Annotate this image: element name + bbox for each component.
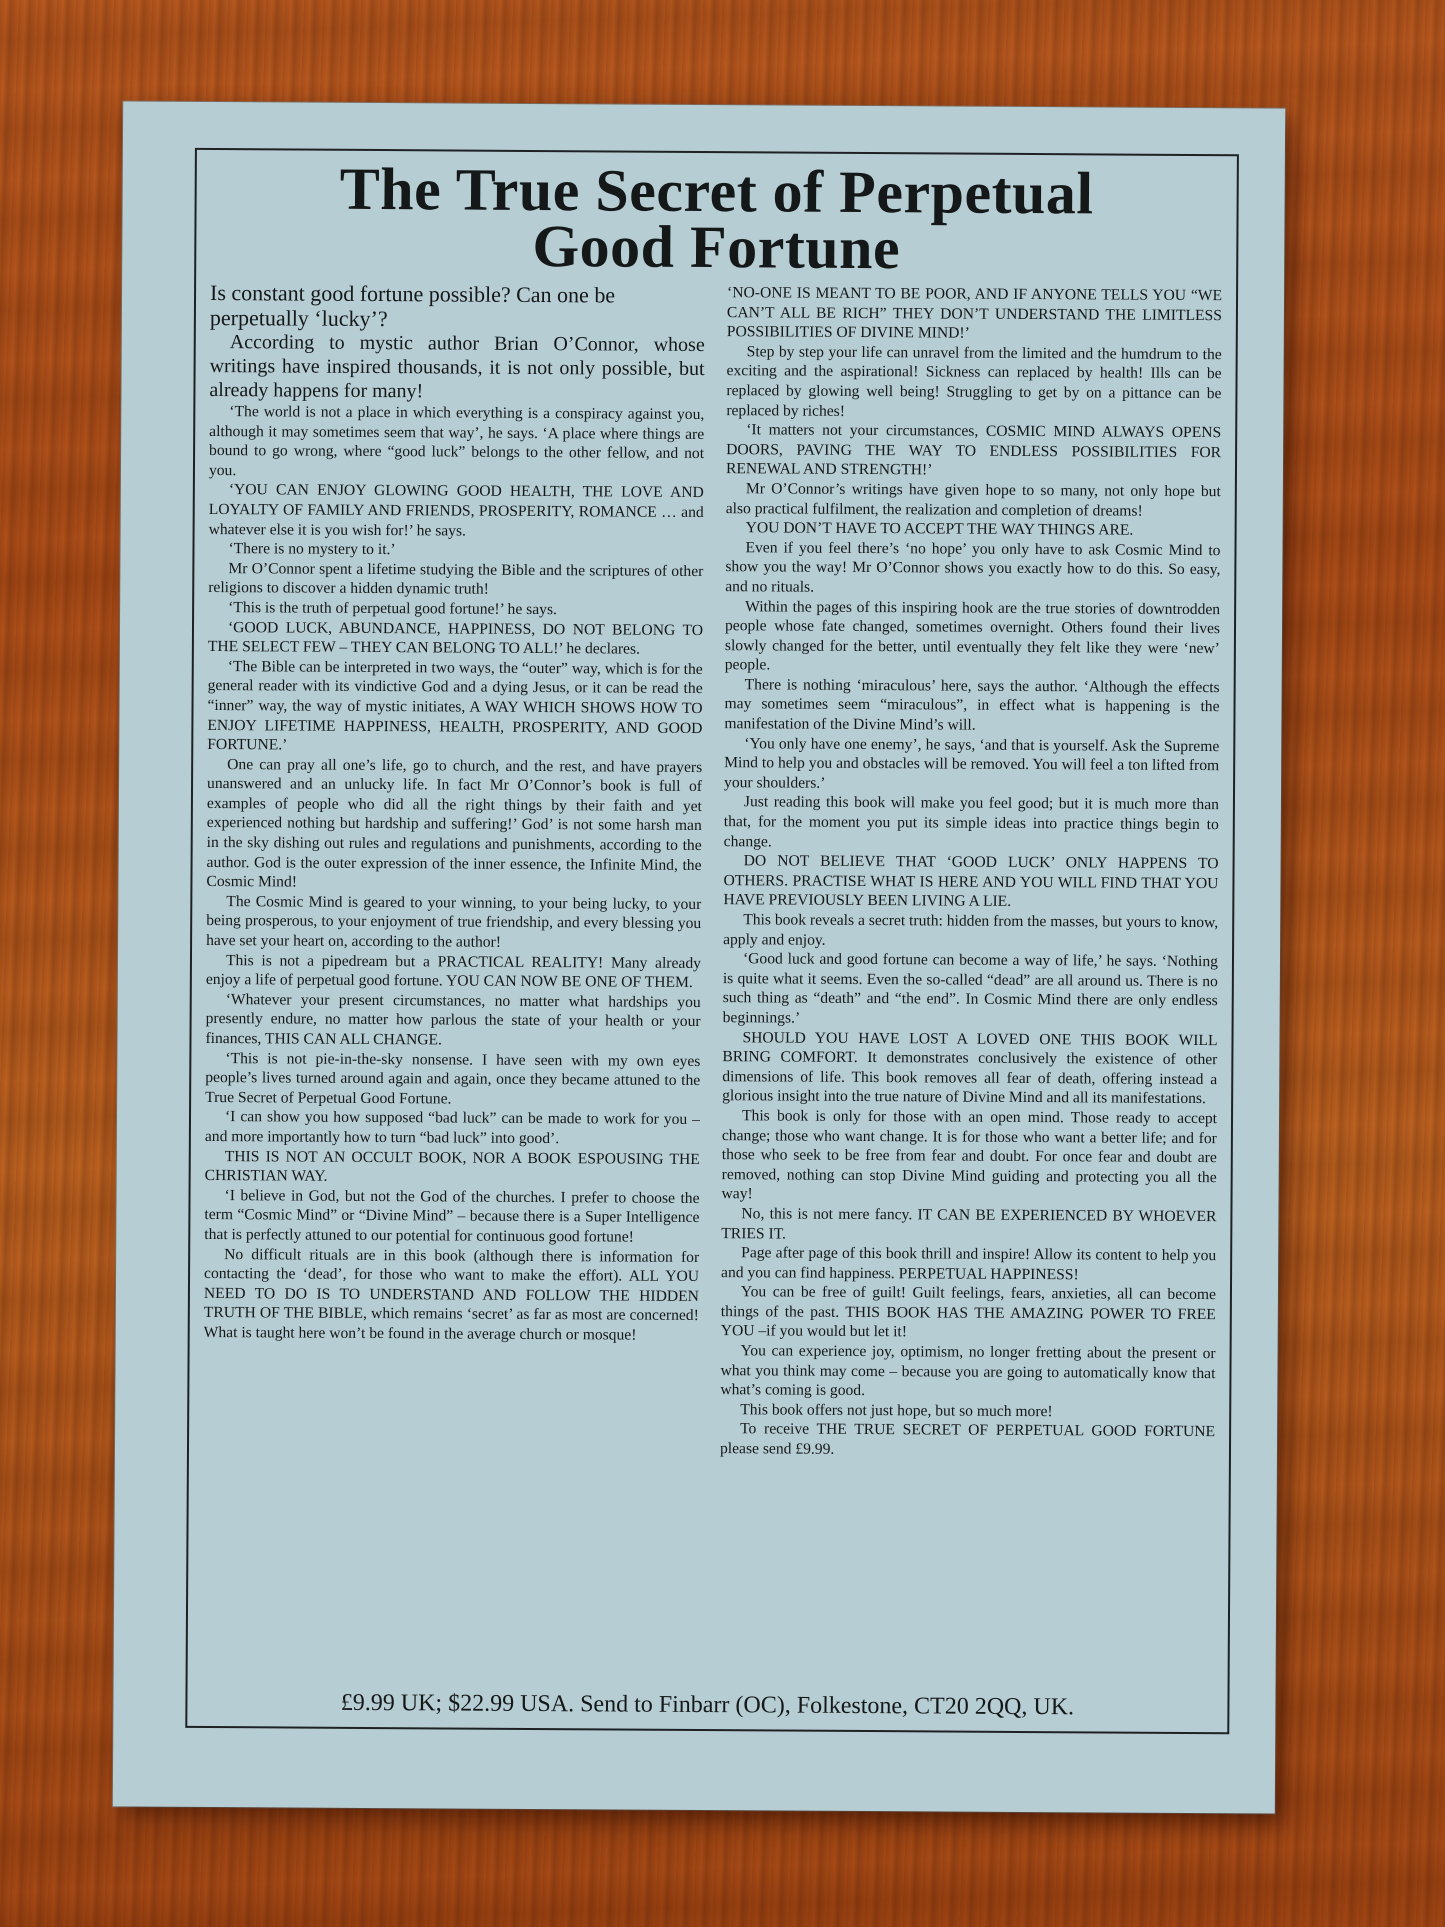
right-column-paragraph: YOU DON’T HAVE TO ACCEPT THE WAY THINGS ARE. [745,519,1134,539]
left-column-paragraph: Mr O’Connor spent a lifetime studying the Bible and the scriptures of other religions to discover a hidden dynamic truth! [208,559,704,599]
left-column-paragraph: ‘Whatever your present circumstances, no matter what hardships you presently endure, no matter how parlous the state of your health or your finances, THIS CAN ALL CHANGE. [205,990,701,1049]
title-line-1: The True Secret of Perpetual [339,155,1094,227]
right-column-paragraph: Even if you feel there’s ‘no hope’ you only have to ask Cosmic Mind to show you the way! Mr O’Connor shows you exactly how to do this. So easy, and no rituals. [725,538,1221,596]
right-column-paragraph: To receive THE TRUE SECRET OF PERPETUAL GOOD FORTUNE please send £9.99. [719,1420,1216,1458]
right-column-paragraph: This book reveals a secret truth: hidden from the masses, but yours to know, apply and enjoy. [723,911,1219,949]
price-footer: £9.99 UK; $22.99 USA. Send to Finbarr (OC), Folkestone, CT20 2QQ, UK. [340,1689,1075,1721]
title-line-2: Good Fortune [532,212,901,282]
right-column-paragraph: ‘NO-ONE IS MEANT TO BE POOR, AND IF ANYONE TELLS YOU “WE CAN’T ALL BE RICH” THEY DON’T UNDERSTAND THE LIMITLESS POSSIBILITIES OF DIVINE MIND!’ [726,284,1223,342]
left-column-paragraph: ‘This is the truth of perpetual good fortune!’ he says. [228,599,558,619]
left-column-paragraph: ‘This is not pie-in-the-sky nonsense. I have seen with my own eyes people’s lives turned around again and again, once they became attuned to the True Secret of Perpetual Good Fortune. [205,1049,701,1108]
right-column-paragraph: Within the pages of this inspiring hook are the true stories of downtrodden people whose fate changed, sometimes overnight. Others found their lives slowly changed for the better, until eventually they felt like they were ‘new’ people. [724,597,1221,674]
left-column-paragraph: ‘The Bible can be interpreted in two ways, the “outer” way, which is for the general reader with its vindictive God and a dying Jesus, or it can be read the “inner” way, the way of mystic initiates, A WAY WHICH SHOWS HOW TO ENJOY LIFETIME HAPPINESS, HEALTH, PROSPERITY, AND GOOD FORTUNE.’ [207,657,703,754]
left-column-paragraph: ‘I believe in God, but not the God of the churches. I prefer to choose the term “Cosmic Mind” or “Divine Mind” – because there is a Super Intelligence that is perfectly attuned to our potential for continuous good fortune! [204,1186,700,1246]
left-column [202,280,706,1683]
left-column-paragraph: ‘I can show you how supposed “bad luck” can be made to work for you – and more importantly how to turn “bad luck” into good’. [204,1108,701,1148]
right-column-paragraph: DO NOT BELIEVE THAT ‘GOOD LUCK’ ONLY HAPPENS TO OTHERS. PRACTISE WHAT IS HERE AND YOU WILL FIND THAT YOU HAVE PREVIOUSLY BEEN LIVING A LIE. [723,852,1219,911]
left-column-paragraph: According to mystic author Brian O’Connor, whose writings have inspired thousands, it is not only possible, but already happens for many! [209,331,705,403]
leaflet [113,101,1285,1813]
left-column-paragraph: Is constant good fortune possible? Can one be perpetually ‘lucky’? [209,280,616,332]
leaflet-border-frame [185,148,1239,1734]
left-column-paragraph: ‘There is no mystery to it.’ [228,540,396,559]
text-columns [202,280,1223,1686]
left-column-paragraph: No difficult rituals are in this book (although there is information for contacting the ‘dead’, for those who want to make the effort). ALL YOU NEED TO DO IS TO UNDERSTAND AND FOLLOW THE HIDDEN TRUTH OF THE BIBLE, which remains ‘secret’ as far as most are concerned! What is taught here won’t be found in the average church or mosque! [203,1245,700,1344]
right-column-paragraph: You can be free of guilt! Guilt feelings, fears, anxieties, all can become things of the past. THIS BOOK HAS THE AMAZING POWER TO FREE YOU –if you would but let it! [720,1283,1217,1341]
right-column-paragraph: ‘It matters not your circumstances, COSMIC MIND ALWAYS OPENS DOORS, PAVING THE WAY TO ENDLESS POSSIBILITIES FOR RENEWAL AND STRENGTH!’ [725,421,1222,479]
right-column-paragraph: There is nothing ‘miraculous’ here, says the author. ‘Although the effects may sometimes seem “miraculous”, in effect what is happening is the manifestation of the Divine Mind’s will. [724,676,1220,734]
right-column-paragraph: Page after page of this book thrill and inspire! Allow its content to help you and you can find happiness. PERPETUAL HAPPINESS! [721,1244,1217,1284]
left-column-paragraph: One can pray all one’s life, go to church, and the rest, and have prayers unanswered and an unlucky life. In fact Mr O’Connor’s book is full of examples of people who did all the right things by their faith and yet experienced nothing but hardship and suffering!’ God’ is not some harsh man in the sky dishing out rules and regulations and punishments, according to the author. God is the outer expression of the inner essence, the Infinite Mind, the Cosmic Mind! [206,755,703,891]
right-column-paragraph: No, this is not mere fancy. IT CAN BE EXPERIENCED BY WHOEVER TRIES IT. [721,1205,1217,1243]
right-column-paragraph: ‘Good luck and good fortune can become a way of life,’ he says. ‘Nothing is quite what it seems. Even the so-called “dead” are all around us. There is no such thing as “death” and “the end”. In Cosmic Mind there are only endless beginnings.’ [722,950,1219,1027]
left-column-paragraph: ‘GOOD LUCK, ABUNDANCE, HAPPINESS, DO NOT BELONG TO THE SELECT FEW – THEY CAN BELONG TO ALL!’ he declares. [207,618,704,658]
left-column-paragraph: THIS IS NOT AN OCCULT BOOK, NOR A BOOK ESPOUSING THE CHRISTIAN WAY. [204,1147,700,1185]
right-column-paragraph: This book is only for those with an open mind. Those ready to accept change; those who want change. It is for those who want a better life; and for those who seek to be free from fear and doubt. For once fear and doubt are removed, nothing can stop Divine Mind guiding and protecting you all the way! [721,1107,1218,1203]
right-column-paragraph: You can experience joy, optimism, no longer fretting about the present or what you think may come – because you are going to automatically know that what’s coming is good. [720,1342,1216,1400]
left-column-paragraph: ‘The world is not a place in which everything is a conspiracy against you, although it may sometimes seem that way’, he says. ‘A place where things are bound to go wrong, where “good luck” belongs to the other fellow, and not you. [208,403,705,479]
right-column-paragraph: ‘You only have one enemy’, he says, ‘and that is yourself. Ask the Supreme Mind to help you and obstacles will be removed. You will feel a ton lifted from your shoulders.’ [724,734,1220,792]
right-column-paragraph: Step by step your life can unravel from the limited and the humdrum to the exciting and the aspirational! Sickness can replaced by health! Ills can be replaced by glowing well being! Struggling to get by on a pittance can be replaced by riches! [726,343,1222,420]
left-column-paragraph: ‘YOU CAN ENJOY GLOWING GOOD HEALTH, THE LOVE AND LOYALTY OF FAMILY AND FRIENDS, PROSPERITY, ROMANCE … and whatever else it is you wish for!’ he says. [208,481,704,540]
left-column-paragraph: This is not a pipedream but a PRACTICAL REALITY! Many already enjoy a life of perpetual good fortune. YOU CAN NOW BE ONE OF THEM. [205,951,702,992]
right-column-paragraph: Mr O’Connor’s writings have given hope to so many, not only hope but also practical fulfilment, the realization and completion of dreams! [725,480,1221,520]
right-column-paragraph: This book offers not just hope, but so much more! [740,1401,1053,1421]
right-column-paragraph: Just reading this book will make you feel good; but it is much more than that, for the moment you put its simple ideas into practice things begin to change. [723,793,1219,851]
right-column-paragraph: SHOULD YOU HAVE LOST A LOVED ONE THIS BOOK WILL BRING COMFORT. It demonstrates conclusively the existence of other dimensions of life. This book removes all fear of death, offering instead a glorious insight into the true nature of Divine Mind and all its manifestations. [722,1028,1218,1108]
right-column [719,283,1223,1686]
left-column-paragraph: The Cosmic Mind is geared to your winning, to your being lucky, to your being prosperous, to your enjoyment of true friendship, and every blessing you have set your heart on, according to the author! [206,892,702,951]
leaflet-title [196,155,1237,282]
